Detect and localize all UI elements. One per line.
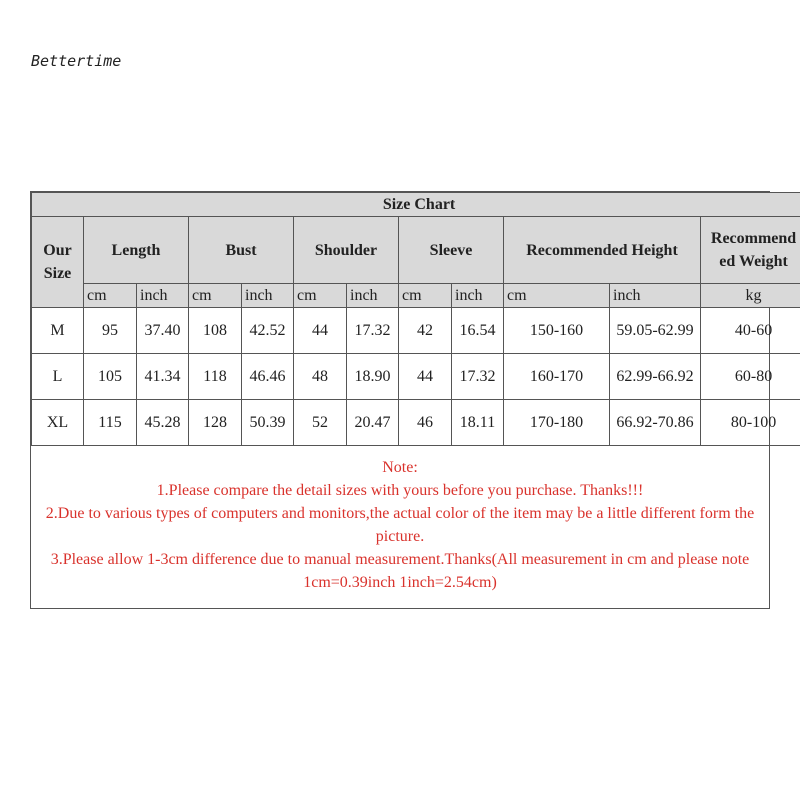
table-row-l bbox=[32, 354, 800, 400]
cell-sleeve-cm: 46 bbox=[399, 400, 452, 446]
cell-length-cm: 115 bbox=[84, 400, 137, 446]
brand-name: Bettertime bbox=[31, 52, 122, 70]
cell-height-inch: 59.05-62.99 bbox=[610, 308, 701, 354]
cell-bust-inch: 50.39 bbox=[242, 400, 294, 446]
cell-shoulder-inch: 20.47 bbox=[347, 400, 399, 446]
header-bust: Bust bbox=[189, 217, 294, 284]
cell-shoulder-cm: 44 bbox=[294, 308, 347, 354]
cell-sleeve-inch: 18.11 bbox=[452, 400, 504, 446]
cell-length-inch: 45.28 bbox=[137, 400, 189, 446]
unit-shoulder-inch: inch bbox=[347, 284, 399, 308]
cell-length-inch: 37.40 bbox=[137, 308, 189, 354]
header-size: Our Size bbox=[32, 217, 84, 308]
cell-height-inch: 62.99-66.92 bbox=[610, 354, 701, 400]
table-row-xl bbox=[32, 400, 800, 446]
unit-length-inch: inch bbox=[137, 284, 189, 308]
header-shoulder: Shoulder bbox=[294, 217, 399, 284]
unit-height-inch: inch bbox=[610, 284, 701, 308]
cell-height-cm: 150-160 bbox=[504, 308, 610, 354]
cell-bust-cm: 108 bbox=[189, 308, 242, 354]
cell-shoulder-inch: 17.32 bbox=[347, 308, 399, 354]
table-row-m bbox=[32, 308, 800, 354]
cell-shoulder-cm: 48 bbox=[294, 354, 347, 400]
cell-size: XL bbox=[32, 400, 84, 446]
cell-sleeve-cm: 42 bbox=[399, 308, 452, 354]
cell-weight-kg: 80-100 bbox=[701, 400, 800, 446]
cell-sleeve-cm: 44 bbox=[399, 354, 452, 400]
cell-sleeve-inch: 16.54 bbox=[452, 308, 504, 354]
cell-shoulder-inch: 18.90 bbox=[347, 354, 399, 400]
cell-length-cm: 105 bbox=[84, 354, 137, 400]
unit-shoulder-cm: cm bbox=[294, 284, 347, 308]
notes-section bbox=[31, 456, 769, 594]
note-heading: Note: bbox=[382, 459, 418, 476]
cell-sleeve-inch: 17.32 bbox=[452, 354, 504, 400]
unit-sleeve-cm: cm bbox=[399, 284, 452, 308]
cell-bust-cm: 118 bbox=[189, 354, 242, 400]
cell-bust-inch: 42.52 bbox=[242, 308, 294, 354]
cell-weight-kg: 60-80 bbox=[701, 354, 800, 400]
cell-bust-cm: 128 bbox=[189, 400, 242, 446]
cell-height-inch: 66.92-70.86 bbox=[610, 400, 701, 446]
cell-size: L bbox=[32, 354, 84, 400]
unit-weight-kg: kg bbox=[701, 284, 800, 308]
cell-height-cm: 160-170 bbox=[504, 354, 610, 400]
note-line-1: 1.Please compare the detail sizes with yours before you purchase. Thanks!!! bbox=[156, 482, 644, 499]
unit-bust-inch: inch bbox=[242, 284, 294, 308]
header-length: Length bbox=[84, 217, 189, 284]
cell-bust-inch: 46.46 bbox=[242, 354, 294, 400]
note-line-2: 2.Due to various types of computers and monitors,the actual color of the item may be a little different form the picture. bbox=[45, 505, 755, 545]
table-title: Size Chart bbox=[32, 193, 800, 217]
header-recommended-weight: Recommend ed Weight bbox=[701, 217, 800, 284]
header-recommended-height: Recommended Height bbox=[504, 217, 701, 284]
unit-sleeve-inch: inch bbox=[452, 284, 504, 308]
cell-shoulder-cm: 52 bbox=[294, 400, 347, 446]
cell-length-cm: 95 bbox=[84, 308, 137, 354]
cell-weight-kg: 40-60 bbox=[701, 308, 800, 354]
unit-bust-cm: cm bbox=[189, 284, 242, 308]
size-chart bbox=[30, 191, 797, 609]
unit-length-cm: cm bbox=[84, 284, 137, 308]
unit-height-cm: cm bbox=[504, 284, 610, 308]
size-table bbox=[31, 192, 800, 446]
cell-size: M bbox=[32, 308, 84, 354]
cell-length-inch: 41.34 bbox=[137, 354, 189, 400]
cell-height-cm: 170-180 bbox=[504, 400, 610, 446]
note-line-3: 3.Please allow 1-3cm difference due to manual measurement.Thanks(All measurement in cm and please note 1cm=0.39inch 1inch=2.54cm) bbox=[50, 551, 750, 591]
header-sleeve: Sleeve bbox=[399, 217, 504, 284]
